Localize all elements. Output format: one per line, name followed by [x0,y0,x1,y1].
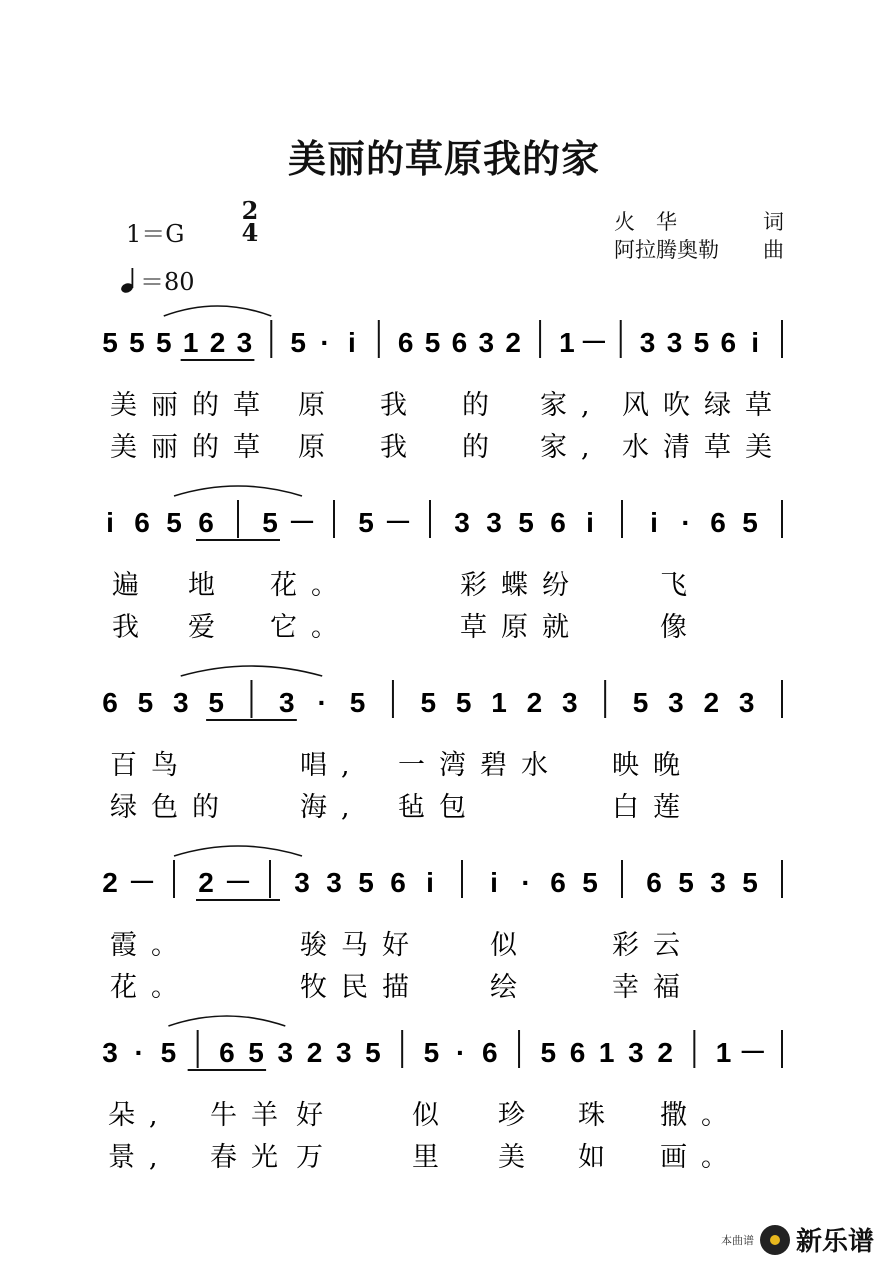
note: · [320,327,330,358]
lyric-word: 幸福 [612,972,694,1003]
note: 6 [390,867,406,898]
lyric-word: 百鸟 [110,750,192,781]
note: 3 [562,687,578,718]
note: 5 [518,507,534,538]
note: 5 [455,687,472,718]
composer-role: 曲 [763,238,784,262]
slur-arc [164,306,272,316]
composer-name: 阿拉腾奥勒 [614,238,719,262]
note: 3 [335,1037,352,1068]
note: － [738,1037,767,1068]
lyric-word: 唱, [300,750,364,781]
note: 1 [182,327,199,358]
lyric-word: 水清草美 [622,432,786,463]
slur-arc [181,666,322,676]
note: 5 [208,687,224,718]
note: 3 [486,507,502,538]
lyric-word: 风吹绿草 [622,390,786,421]
note: 5 [742,507,758,538]
note: 5 [262,507,278,538]
lyric-word: 春光 [210,1142,292,1173]
note: 6 [102,687,118,718]
lyric-word: 万 [296,1142,337,1173]
lyric-word: 家, [540,390,604,421]
note: 5 [582,867,598,898]
lyric-word: 毡包 [398,792,480,823]
lyric-word: 珍 [498,1100,539,1131]
note: 5 [290,327,306,358]
note: 5 [423,1037,440,1068]
note: 3 [236,327,253,358]
note: 5 [693,327,710,358]
note: 3 [738,687,755,718]
note: 3 [478,327,495,358]
note: 2 [505,327,521,358]
note: 6 [569,1037,586,1068]
lyric-word: 遍 [112,570,153,601]
note: 3 [172,687,189,718]
lyric-word: 似 [490,930,531,961]
lyric-word: 撒。 [660,1100,742,1131]
note: 3 [277,1037,294,1068]
note: 1 [598,1037,615,1068]
note: 5 [248,1037,264,1068]
slur-arc [174,846,302,856]
footer-brand [721,1221,874,1258]
note: 5 [358,507,374,538]
lyric-word: 飞 [660,570,701,601]
note: · [521,867,531,898]
note: 2 [306,1037,323,1068]
note: 6 [550,867,566,898]
lyricist-name: 火 华 [614,210,677,234]
time-signature-top: 2 [241,196,259,225]
lyric-word: 地 [188,570,229,601]
note: － [223,867,253,898]
note: 3 [326,867,342,898]
note: 1 [491,687,507,718]
note: 5 [420,687,437,718]
note: － [127,867,157,898]
lyric-word: 原 [298,432,339,463]
note: 6 [482,1037,498,1068]
note: 3 [710,867,726,898]
note: 5 [166,507,182,538]
note: － [383,507,413,538]
note: · [134,1037,144,1068]
note: 2 [526,687,543,718]
note: － [579,327,608,358]
note: 3 [666,327,683,358]
note: 3 [294,867,310,898]
note: 6 [646,867,662,898]
note: i [586,507,594,538]
lyricist-role: 词 [763,210,784,234]
time-signature-bottom: 4 [241,218,259,247]
lyric-word: 骏马好 [300,930,423,961]
lyric-word: 牧民描 [300,972,423,1003]
key-signature: 1＝G [126,220,185,248]
note: 3 [628,1037,644,1068]
note: 5 [424,327,441,358]
note: 3 [279,687,295,718]
lyric-word: 景, [108,1142,172,1173]
lyric-word: 绘 [490,972,531,1003]
lyric-word: 海, [300,792,364,823]
note: · [455,1037,466,1068]
lyric-word: 好 [296,1100,337,1131]
lyric-word: 草原就 [460,612,583,643]
note: · [681,507,691,538]
lyric-word: 美丽的草 [110,390,274,421]
lyric-word: 白莲 [612,792,694,823]
lyric-word: 彩云 [612,930,694,961]
footer-brand-name: 新乐谱 [795,1227,874,1257]
note: 6 [451,327,468,358]
slur-arc [174,486,302,496]
note: 5 [678,867,694,898]
note: i [650,507,658,538]
note: 5 [102,327,118,358]
note: i [348,327,356,358]
note: 5 [742,867,758,898]
note: 2 [198,867,214,898]
note: 6 [720,327,737,358]
note: 6 [198,507,214,538]
lyric-word: 爱 [188,612,229,643]
lyric-word: 朵, [108,1100,172,1131]
note: i [751,327,760,358]
slur-arc [168,1016,285,1026]
lyric-word: 美 [498,1142,539,1173]
note: 5 [540,1037,557,1068]
lyric-word: 似 [412,1100,453,1131]
note: 2 [209,327,226,358]
note: i [106,507,114,538]
lyric-word: 我 [112,612,153,643]
note: 6 [550,507,566,538]
lyric-word: 我 [380,390,421,421]
note: 5 [129,327,145,358]
lyric-word: 像 [660,612,701,643]
note: 3 [668,687,684,718]
note: 2 [102,867,118,898]
lyric-word: 牛羊 [210,1100,292,1131]
lyric-word: 我 [380,432,421,463]
lyric-word: 霞。 [110,930,192,961]
note: 3 [454,507,470,538]
note: 6 [219,1037,235,1068]
record-logo-icon [760,1225,790,1255]
lyric-word: 彩蝶纷 [460,570,583,601]
note: 5 [137,687,154,718]
song-title: 美丽的草原我的家 [287,137,600,181]
note: 5 [349,687,366,718]
note: · [317,687,327,718]
note: 6 [397,327,414,358]
note: 3 [639,327,656,358]
note: 1 [715,1037,732,1068]
lyric-word: 花。 [110,972,192,1003]
lyric-word: 美丽的草 [110,432,274,463]
lyric-word: 它。 [270,612,352,643]
note: 6 [710,507,726,538]
lyric-word: 一湾碧水 [398,750,562,781]
lyric-word: 里 [412,1142,453,1173]
note: 2 [703,687,720,718]
lyric-word: 如 [578,1142,619,1173]
tempo-value: ＝80 [140,268,195,296]
note: 5 [160,1037,177,1068]
lyric-word: 画。 [660,1142,742,1173]
lyric-word: 家, [540,432,604,463]
lyric-word: 的 [462,390,503,421]
lyric-word: 珠 [578,1100,619,1131]
lyric-word: 绿色的 [110,792,233,823]
note: 5 [632,687,649,718]
note: － [287,507,317,538]
note: 5 [155,327,172,358]
footer-small-text: 本曲谱 [720,1233,754,1247]
note: i [426,867,434,898]
lyric-word: 映晚 [612,750,694,781]
lyric-word: 的 [462,432,503,463]
note: 6 [134,507,150,538]
note: 5 [365,1037,381,1068]
note: 3 [102,1037,118,1068]
note: 2 [657,1037,673,1068]
note: i [490,867,498,898]
note: 1 [559,327,575,358]
lyric-word: 原 [298,390,339,421]
note: 5 [358,867,374,898]
lyric-word: 花。 [270,570,352,601]
